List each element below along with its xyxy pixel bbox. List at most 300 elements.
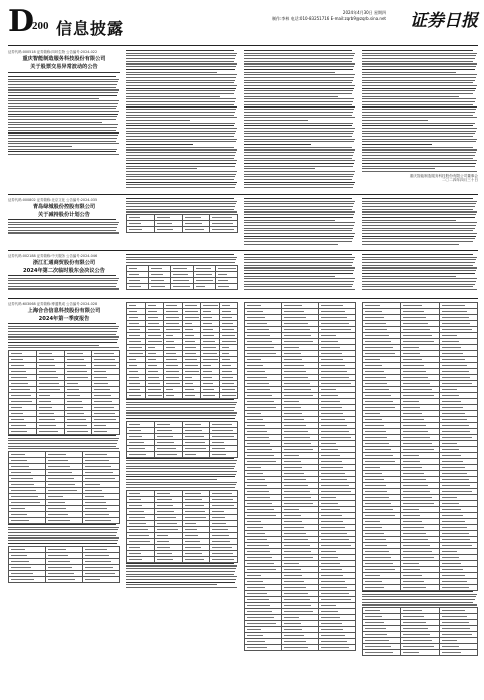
cell-text-line (222, 383, 234, 384)
cell-text-line (442, 437, 473, 438)
cell-text-line (284, 365, 304, 366)
cell-text-line (247, 401, 274, 402)
cell-text-line (284, 575, 302, 576)
text-column (126, 302, 238, 692)
cell-text-line (321, 491, 351, 492)
cell-text-line (11, 454, 25, 455)
cell-text-line (247, 587, 265, 588)
cell-text-line (284, 401, 299, 402)
cell-text-line (85, 484, 100, 485)
cell-text-line (129, 286, 141, 287)
cell-text-line (151, 286, 165, 287)
text-line (244, 276, 335, 277)
text-line (362, 273, 475, 274)
text-line (362, 80, 475, 81)
text-block (8, 275, 120, 290)
cell-text-line (365, 383, 387, 384)
cell-text-line (48, 454, 66, 455)
cell-text-line (365, 329, 387, 330)
cell-text-line (442, 575, 465, 576)
cell-text-line (284, 485, 308, 486)
cell-text-line (129, 442, 144, 443)
cell-text-line (442, 347, 461, 348)
cell-text-line (185, 395, 195, 396)
cell-text-line (365, 317, 384, 318)
cell-text-line (403, 646, 433, 647)
text-column (362, 50, 478, 190)
table-cell (401, 650, 439, 656)
cell-text-line (321, 527, 345, 528)
cell-text-line (151, 280, 164, 281)
text-line (8, 227, 117, 228)
text-column (244, 50, 356, 190)
cell-text-line (67, 401, 82, 402)
text-line (8, 326, 119, 327)
text-line (126, 399, 234, 400)
text-line (126, 63, 237, 64)
cell-text-line (48, 520, 70, 521)
cell-text-line (157, 505, 173, 506)
cell-text-line (222, 317, 233, 318)
table-row (245, 645, 356, 651)
cell-text-line (284, 641, 306, 642)
cell-text-line (284, 335, 311, 336)
cell-text-line (247, 413, 261, 414)
cell-text-line (85, 502, 106, 503)
text-line (126, 471, 237, 472)
text-line (362, 96, 459, 97)
cell-text-line (218, 268, 236, 269)
cell-text-line (247, 551, 270, 552)
text-line (244, 77, 354, 78)
cell-text-line (94, 431, 107, 432)
text-line (244, 55, 354, 56)
text-line (8, 98, 99, 99)
text-block (8, 323, 120, 348)
text-line (362, 63, 477, 64)
cell-text-line (212, 454, 226, 455)
cell-text-line (39, 383, 59, 384)
cell-text-line (284, 611, 313, 612)
text-line (244, 123, 353, 124)
text-line (8, 540, 118, 541)
table-cell (83, 518, 120, 524)
text-line (8, 146, 72, 147)
text-line (362, 276, 456, 277)
cell-text-line (11, 561, 29, 562)
text-line (126, 144, 193, 145)
text-line (244, 267, 355, 268)
text-block (126, 50, 238, 188)
cell-text-line (222, 323, 233, 324)
text-line (244, 93, 352, 94)
cell-text-line (185, 541, 200, 542)
cell-text-line (39, 377, 58, 378)
cell-text-line (284, 473, 304, 474)
table-cell (127, 451, 155, 457)
cell-text-line (67, 377, 89, 378)
cell-text-line (212, 511, 224, 512)
cell-text-line (185, 493, 202, 494)
table-cell (64, 428, 92, 434)
header-meta (272, 10, 386, 22)
cell-text-line (148, 383, 160, 384)
cell-text-line (129, 280, 140, 281)
cell-text-line (129, 353, 143, 354)
table-cell (171, 283, 193, 289)
section-title: 信息披露 (56, 19, 125, 38)
cell-text-line (321, 407, 342, 408)
cell-text-line (365, 449, 391, 450)
cell-text-line (157, 217, 171, 218)
cell-text-line (365, 652, 393, 653)
cell-text-line (48, 567, 72, 568)
cell-text-line (157, 442, 175, 443)
cell-text-line (166, 359, 177, 360)
cell-text-line (185, 371, 200, 372)
cell-text-line (11, 407, 22, 408)
section-rule (8, 298, 478, 299)
cell-text-line (94, 395, 111, 396)
cell-text-line (365, 527, 382, 528)
cell-text-line (321, 623, 342, 624)
cell-text-line (203, 353, 217, 354)
cell-text-line (365, 640, 389, 641)
cell-text-line (129, 517, 145, 518)
cell-text-line (442, 640, 458, 641)
data-table (362, 302, 478, 591)
cell-text-line (148, 395, 162, 396)
text-line (362, 602, 473, 603)
text-line (244, 158, 352, 159)
cell-text-line (403, 383, 430, 384)
cell-text-line (442, 419, 467, 420)
text-line (126, 101, 235, 102)
cell-text-line (365, 365, 382, 366)
text-line (244, 69, 353, 70)
cell-text-line (166, 377, 179, 378)
cell-text-line (129, 323, 139, 324)
cell-text-line (185, 335, 194, 336)
cell-text-line (85, 555, 109, 556)
cell-text-line (148, 341, 162, 342)
text-line (126, 211, 237, 212)
cell-text-line (403, 652, 418, 653)
table-cell (282, 645, 319, 651)
text-line (126, 50, 234, 51)
cell-text-line (39, 407, 53, 408)
cell-text-line (247, 569, 276, 570)
cell-text-line (212, 559, 234, 560)
table-cell (401, 585, 439, 591)
cell-text-line (365, 473, 382, 474)
text-line (362, 139, 477, 140)
cell-text-line (185, 229, 204, 230)
text-line (244, 106, 355, 107)
text-line (244, 125, 352, 126)
cell-text-line (442, 581, 467, 582)
text-line (126, 458, 234, 459)
table-row (9, 428, 120, 434)
cell-text-line (11, 395, 31, 396)
text-line (126, 418, 235, 419)
text-block (8, 219, 120, 234)
cell-text-line (196, 274, 213, 275)
cell-text-line (11, 549, 25, 550)
text-line (8, 336, 119, 337)
table-row (127, 451, 238, 457)
cell-text-line (185, 329, 193, 330)
cell-text-line (403, 407, 420, 408)
cell-text-line (403, 329, 430, 330)
text-line (362, 599, 475, 600)
text-line (244, 203, 354, 204)
cell-text-line (403, 443, 431, 444)
cell-text-line (365, 407, 395, 408)
text-line (8, 87, 116, 88)
cell-text-line (403, 389, 431, 390)
text-line (126, 88, 236, 89)
cell-text-line (203, 311, 211, 312)
text-line (244, 211, 355, 212)
masthead (8, 6, 478, 44)
cell-text-line (284, 629, 302, 630)
cell-text-line (129, 424, 140, 425)
text-line (126, 482, 237, 483)
text-line (362, 604, 477, 605)
text-line (126, 85, 237, 86)
text-line (362, 58, 475, 59)
cell-text-line (321, 515, 342, 516)
cell-text-line (365, 497, 389, 498)
cell-text-line (284, 347, 299, 348)
cell-text-line (321, 353, 342, 354)
cell-text-line (321, 497, 336, 498)
text-block (244, 198, 356, 245)
text-line (362, 160, 477, 161)
text-block (8, 76, 120, 155)
cell-text-line (247, 377, 267, 378)
text-line (8, 535, 116, 536)
cell-text-line (39, 425, 57, 426)
cell-text-line (151, 274, 163, 275)
cell-text-line (222, 329, 234, 330)
text-line (8, 141, 116, 142)
text-line (362, 66, 476, 67)
text-line (244, 168, 315, 169)
cell-text-line (284, 419, 304, 420)
text-line (244, 58, 353, 59)
cell-text-line (321, 323, 349, 324)
table-cell (92, 428, 120, 434)
cell-text-line (365, 515, 395, 516)
text-line (244, 201, 355, 202)
table-cell (215, 283, 237, 289)
cell-text-line (284, 647, 308, 648)
text-line (244, 50, 352, 51)
cell-text-line (11, 579, 34, 580)
text-line (126, 460, 237, 461)
text-line (362, 74, 477, 75)
text-line (126, 168, 197, 169)
cell-text-line (403, 449, 433, 450)
text-line (362, 233, 477, 234)
cell-text-line (321, 587, 347, 588)
cell-text-line (166, 335, 173, 336)
cell-text-line (365, 569, 395, 570)
text-line (126, 463, 236, 464)
cell-text-line (11, 401, 32, 402)
cell-text-line (403, 521, 422, 522)
cell-text-line (11, 490, 36, 491)
cell-text-line (365, 628, 386, 629)
text-line (362, 254, 473, 255)
text-line (8, 527, 119, 528)
table-row (363, 650, 478, 656)
text-line (8, 114, 118, 115)
cell-text-line (39, 365, 55, 366)
text-line (244, 61, 352, 62)
text-line (126, 133, 235, 134)
cell-text-line (321, 509, 340, 510)
cell-text-line (185, 454, 196, 455)
cell-text-line (247, 521, 261, 522)
cell-text-line (85, 520, 111, 521)
cell-text-line (247, 443, 270, 444)
cell-text-line (284, 413, 302, 414)
cell-text-line (67, 395, 81, 396)
cell-text-line (247, 563, 274, 564)
text-line (362, 591, 473, 592)
text-column (244, 302, 356, 692)
cell-text-line (185, 517, 207, 518)
cell-text-line (203, 305, 218, 306)
date-line: 2024年4月30日 星期四 (342, 10, 386, 15)
cell-text-line (284, 581, 304, 582)
text-line (126, 201, 237, 202)
cell-text-line (321, 437, 351, 438)
text-line (8, 443, 117, 444)
text-line (244, 88, 354, 89)
table-cell (36, 428, 64, 434)
cell-text-line (67, 383, 78, 384)
cell-text-line (94, 371, 106, 372)
cell-text-line (284, 329, 310, 330)
cell-text-line (67, 353, 84, 354)
text-line (126, 576, 237, 577)
cell-text-line (212, 535, 229, 536)
cell-text-line (403, 305, 422, 306)
text-line (8, 100, 119, 101)
text-line (244, 228, 353, 229)
table-row (127, 393, 238, 399)
cell-text-line (247, 527, 263, 528)
text-line (126, 582, 235, 583)
cell-text-line (365, 305, 380, 306)
cell-text-line (321, 359, 343, 360)
cell-text-line (148, 317, 159, 318)
cell-text-line (321, 413, 343, 414)
cell-text-line (212, 424, 232, 425)
cell-text-line (442, 646, 460, 647)
cell-text-line (94, 377, 107, 378)
cell-text-line (365, 467, 380, 468)
cell-text-line (442, 479, 469, 480)
text-line (244, 238, 353, 239)
cell-text-line (284, 605, 311, 606)
text-line (362, 217, 475, 218)
data-table (8, 350, 120, 435)
text-column (244, 254, 356, 294)
cell-text-line (212, 529, 228, 530)
cell-text-line (94, 419, 116, 420)
cell-text-line (284, 587, 306, 588)
cell-text-line (403, 509, 418, 510)
cell-text-line (85, 478, 115, 479)
text-line (362, 149, 477, 150)
cell-text-line (442, 365, 467, 366)
cell-text-line (284, 551, 311, 552)
cell-text-line (442, 329, 473, 330)
text-line (126, 563, 234, 564)
cell-text-line (365, 377, 386, 378)
cell-text-line (11, 508, 25, 509)
text-line (126, 479, 217, 480)
text-line (362, 241, 473, 242)
text-line (362, 115, 473, 116)
table-cell (210, 451, 238, 457)
text-line (244, 147, 352, 148)
text-line (126, 80, 235, 81)
text-line (244, 233, 355, 234)
text-line (362, 98, 476, 99)
text-line (244, 174, 354, 175)
cell-text-line (148, 353, 156, 354)
cell-text-line (365, 545, 387, 546)
cell-text-line (185, 365, 199, 366)
cell-text-line (85, 460, 109, 461)
cell-text-line (166, 347, 175, 348)
cell-text-line (203, 383, 213, 384)
cell-text-line (284, 479, 306, 480)
text-line (8, 524, 116, 525)
cell-text-line (85, 561, 111, 562)
cell-text-line (11, 573, 33, 574)
text-line (8, 532, 117, 533)
text-line (362, 53, 477, 54)
text-line (244, 166, 353, 167)
cell-text-line (67, 407, 84, 408)
cell-text-line (129, 499, 141, 500)
text-line (244, 244, 338, 245)
text-line (244, 187, 353, 188)
text-line (126, 402, 237, 403)
cell-text-line (284, 407, 301, 408)
cell-text-line (129, 311, 137, 312)
cell-text-line (365, 431, 386, 432)
text-line (126, 568, 236, 569)
text-line (362, 112, 475, 113)
text-line (362, 152, 476, 153)
cell-text-line (365, 616, 382, 617)
cell-text-line (365, 419, 382, 420)
cell-text-line (365, 335, 389, 336)
text-line (8, 124, 118, 125)
cell-text-line (185, 547, 202, 548)
cell-text-line (129, 383, 140, 384)
cell-text-line (48, 579, 75, 580)
announcement-4-title: 2024年第一季度报告 (38, 316, 90, 322)
